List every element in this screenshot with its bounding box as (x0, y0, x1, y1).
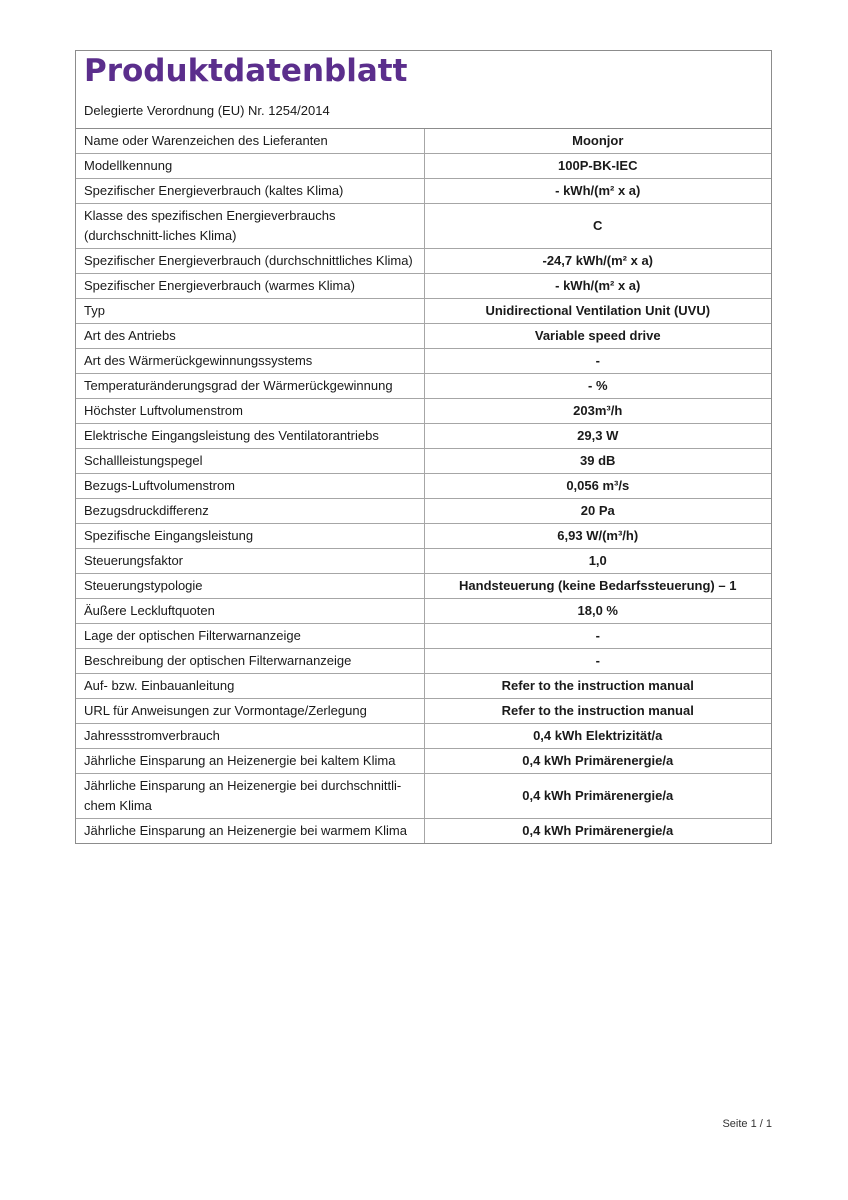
row-label: Art des Antriebs (76, 324, 424, 349)
table-row (76, 129, 771, 154)
table-row (76, 374, 771, 399)
row-label: Spezifischer Energieverbrauch (kaltes Klima) (76, 179, 424, 204)
row-label: Klasse des spezifischen Energieverbrauchs (durchschnitt-liches Klima) (76, 204, 424, 249)
row-value: 0,056 m³/s (424, 474, 771, 499)
row-label: Bezugsdruckdifferenz (76, 499, 424, 524)
row-value: 0,4 kWh Primärenergie/a (424, 749, 771, 774)
table-row (76, 724, 771, 749)
row-value: 0,4 kWh Primärenergie/a (424, 774, 771, 819)
row-value: -24,7 kWh/(m² x a) (424, 249, 771, 274)
row-label: Schallleistungspegel (76, 449, 424, 474)
table-row (76, 424, 771, 449)
row-value: - % (424, 374, 771, 399)
table-row (76, 474, 771, 499)
row-value: - (424, 624, 771, 649)
table-row (76, 154, 771, 179)
row-value: 6,93 W/(m³/h) (424, 524, 771, 549)
product-data-table (76, 129, 771, 843)
table-row (76, 699, 771, 724)
row-label: Bezugs-Luftvolumenstrom (76, 474, 424, 499)
row-label: Typ (76, 299, 424, 324)
row-value: Refer to the instruction manual (424, 699, 771, 724)
product-data-sheet (75, 50, 772, 844)
row-value: 20 Pa (424, 499, 771, 524)
row-value: Handsteuerung (keine Bedarfssteuerung) – 1 (424, 574, 771, 599)
table-row (76, 349, 771, 374)
table-row (76, 449, 771, 474)
row-label: Art des Wärmerückgewinnungssystems (76, 349, 424, 374)
row-label: Spezifische Eingangsleistung (76, 524, 424, 549)
row-value: 100P-BK-IEC (424, 154, 771, 179)
row-label: Spezifischer Energieverbrauch (warmes Klima) (76, 274, 424, 299)
row-value: 39 dB (424, 449, 771, 474)
table-row (76, 674, 771, 699)
table-row (76, 599, 771, 624)
table-row (76, 524, 771, 549)
row-label: Spezifischer Energieverbrauch (durchschnittliches Klima) (76, 249, 424, 274)
row-value: C (424, 204, 771, 249)
page-number: Seite 1 / 1 (722, 1118, 772, 1130)
row-value: 29,3 W (424, 424, 771, 449)
row-value: - kWh/(m² x a) (424, 179, 771, 204)
row-label: Lage der optischen Filterwarnanzeige (76, 624, 424, 649)
row-value: Refer to the instruction manual (424, 674, 771, 699)
table-row (76, 624, 771, 649)
row-value: Variable speed drive (424, 324, 771, 349)
row-label: Jährliche Einsparung an Heizenergie bei warmem Klima (76, 819, 424, 844)
row-label: Elektrische Eingangsleistung des Ventilatorantriebs (76, 424, 424, 449)
product-data-rows (76, 129, 771, 843)
row-label: Äußere Leckluftquoten (76, 599, 424, 624)
row-value: 0,4 kWh Primärenergie/a (424, 819, 771, 844)
row-label: Name oder Warenzeichen des Lieferanten (76, 129, 424, 154)
table-row (76, 574, 771, 599)
row-label: Modellkennung (76, 154, 424, 179)
regulation-subtitle: Delegierte Verordnung (EU) Nr. 1254/2014 (84, 103, 330, 118)
table-row (76, 179, 771, 204)
row-value: - (424, 349, 771, 374)
table-row (76, 649, 771, 674)
row-label: Temperaturänderungsgrad der Wärmerückgewinnung (76, 374, 424, 399)
row-value: - kWh/(m² x a) (424, 274, 771, 299)
row-label: URL für Anweisungen zur Vormontage/Zerlegung (76, 699, 424, 724)
row-value: Unidirectional Ventilation Unit (UVU) (424, 299, 771, 324)
table-row (76, 299, 771, 324)
table-row (76, 249, 771, 274)
table-row (76, 204, 771, 249)
table-row (76, 819, 771, 844)
row-value: 18,0 % (424, 599, 771, 624)
row-value: Moonjor (572, 133, 624, 148)
row-value: 1,0 (424, 549, 771, 574)
row-label: Steuerungstypologie (76, 574, 424, 599)
table-row (76, 399, 771, 424)
table-row (76, 749, 771, 774)
row-label: Jahressstromverbrauch (76, 724, 424, 749)
sheet-header (76, 51, 771, 129)
row-value: 0,4 kWh Elektrizität/a (424, 724, 771, 749)
table-row (76, 274, 771, 299)
row-label: Beschreibung der optischen Filterwarnanzeige (76, 649, 424, 674)
table-row (76, 324, 771, 349)
row-label: Auf- bzw. Einbauanleitung (76, 674, 424, 699)
row-value: - (424, 649, 771, 674)
row-label: Jährliche Einsparung an Heizenergie bei durchschnittli-chem Klima (76, 774, 424, 819)
table-row (76, 499, 771, 524)
row-label: Höchster Luftvolumenstrom (76, 399, 424, 424)
page-title: Produktdatenblatt (84, 53, 408, 89)
row-label: Jährliche Einsparung an Heizenergie bei kaltem Klima (76, 749, 424, 774)
table-row (76, 774, 771, 819)
row-label: Steuerungsfaktor (76, 549, 424, 574)
row-value: 203m³/h (424, 399, 771, 424)
table-row (76, 549, 771, 574)
